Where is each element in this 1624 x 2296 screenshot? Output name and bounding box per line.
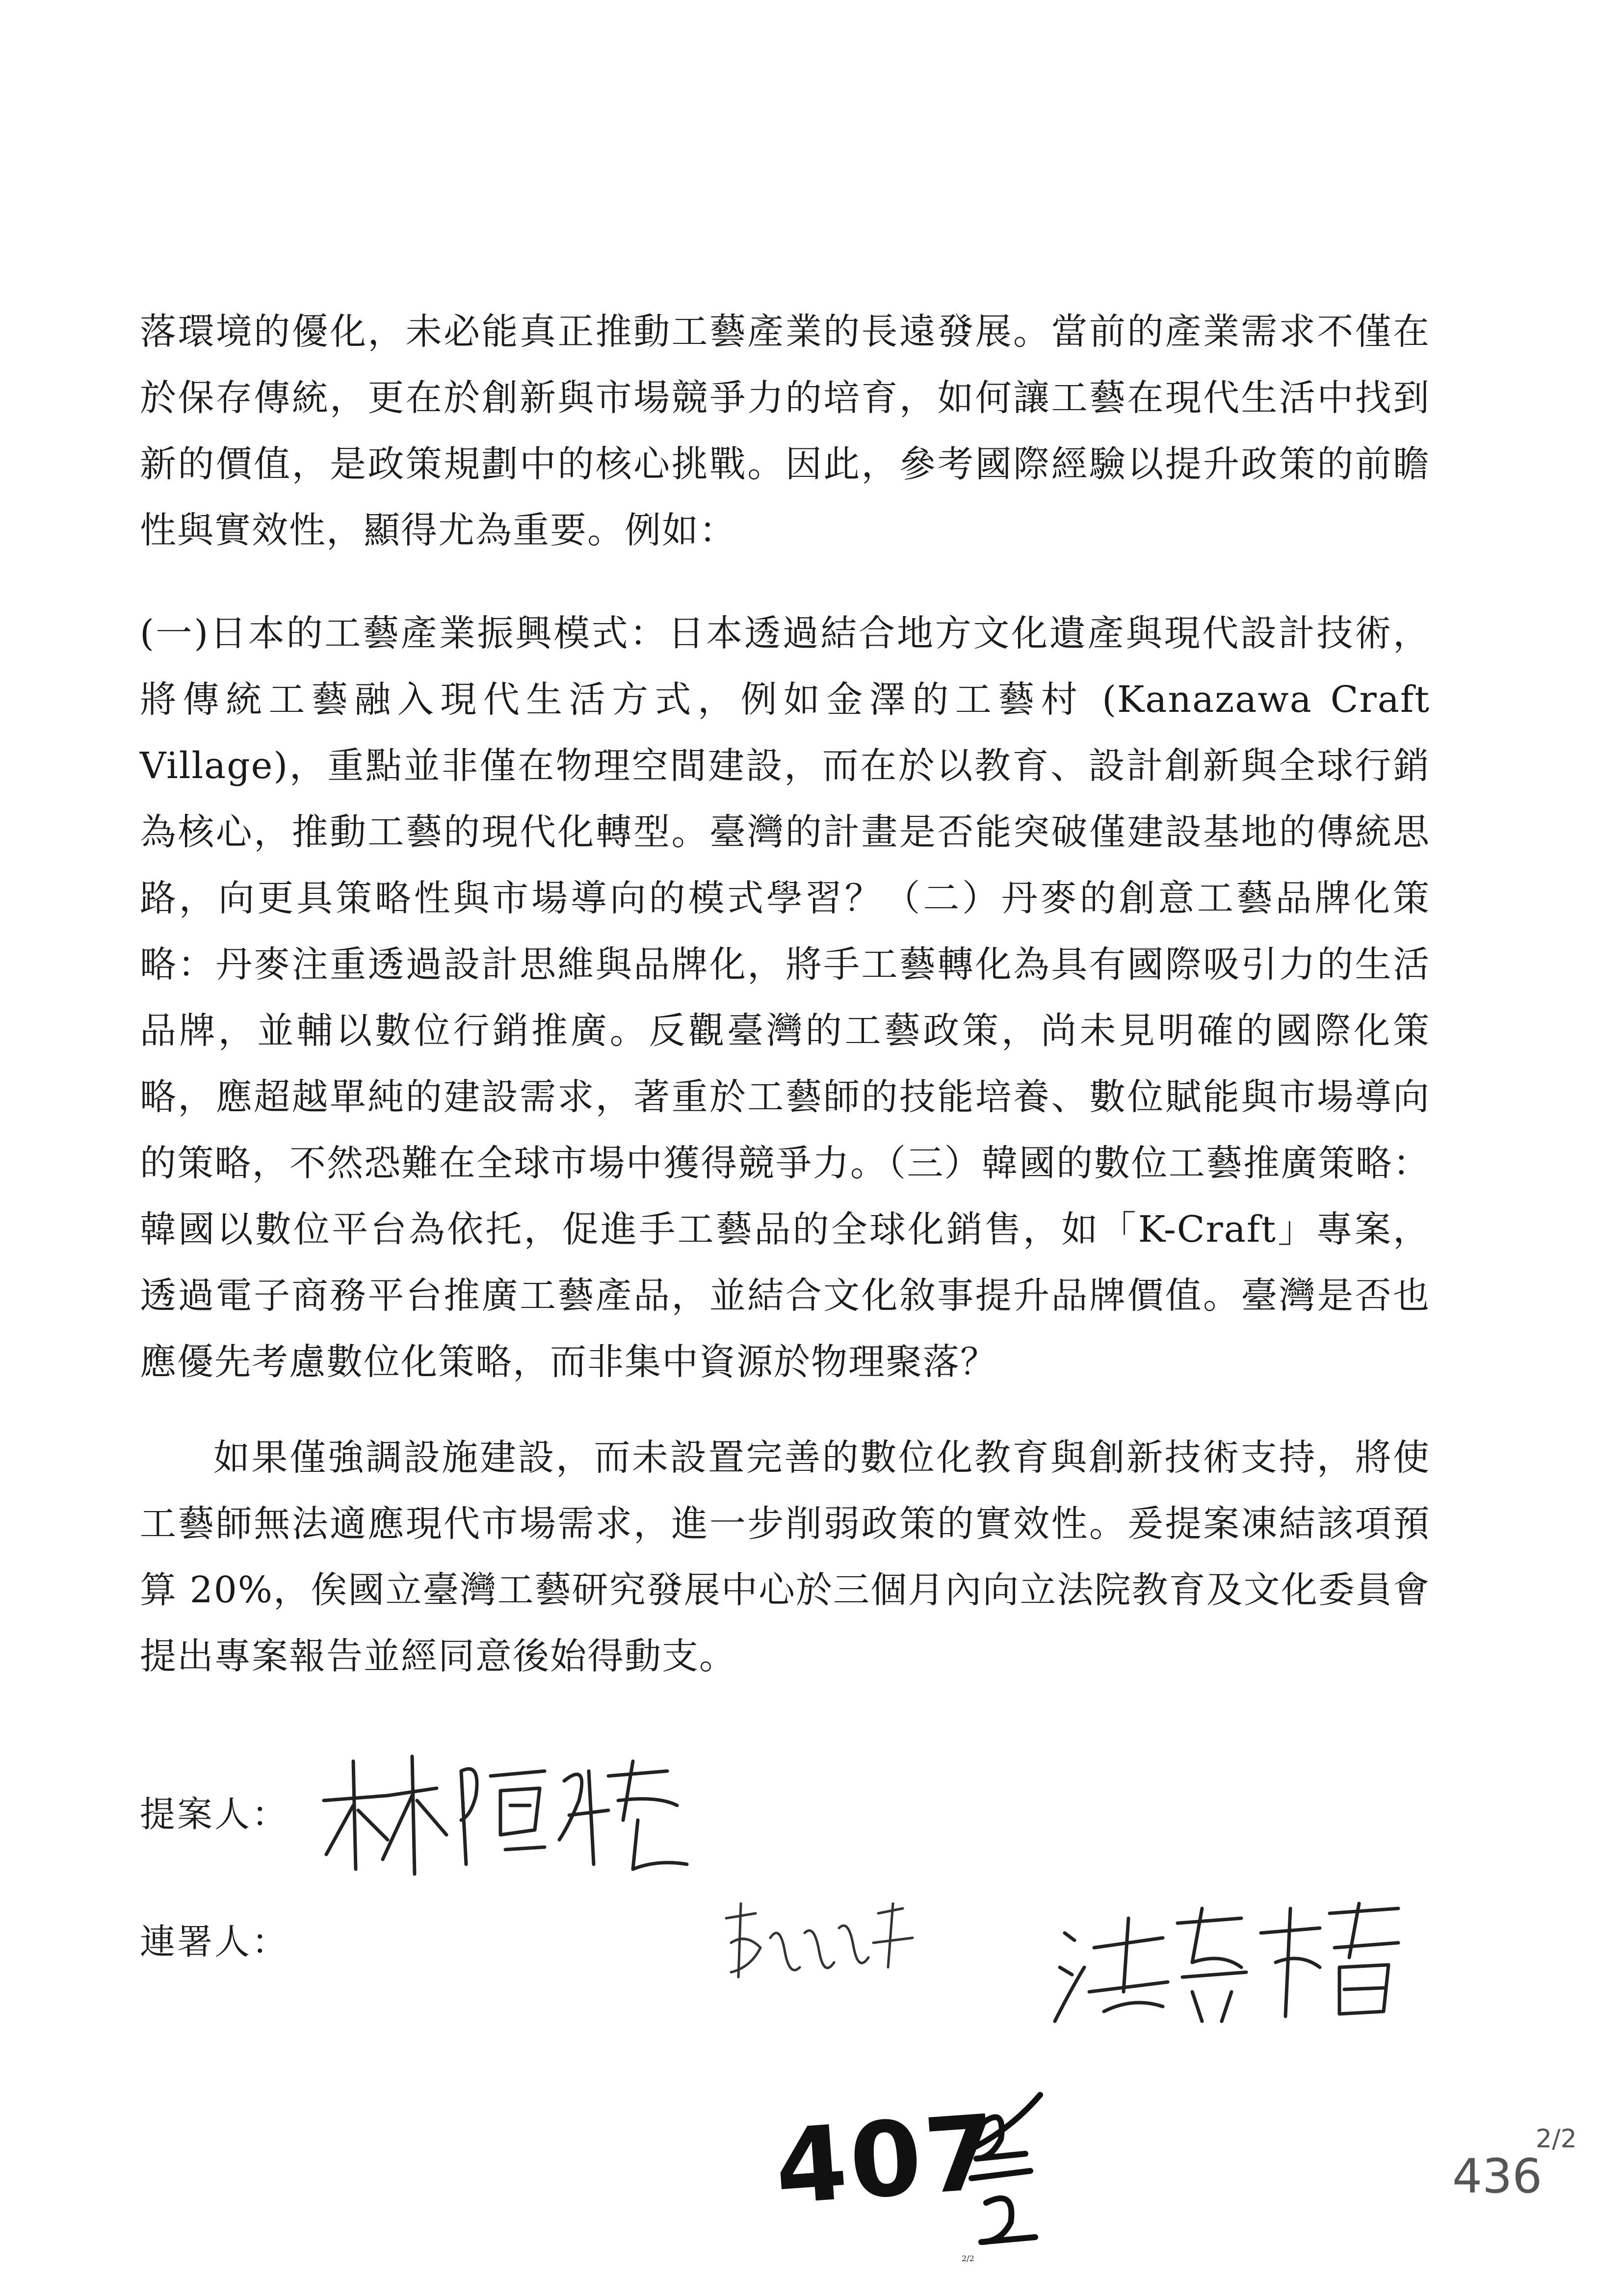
cosigner-signature-1 xyxy=(716,1894,932,1992)
signature-scribble-icon xyxy=(314,1742,716,1889)
handwritten-side-fraction: 2/2 xyxy=(1536,2124,1577,2154)
signature-scribble-icon xyxy=(716,1894,932,1992)
proposer-label: 提案人： xyxy=(140,1794,289,1835)
proposer-signature xyxy=(314,1742,716,1889)
cosigner-signature-2 xyxy=(1045,1894,1418,2041)
body-paragraph-3: 如果僅強調設施建設，而未設置完善的數位化教育與創新技術支持，將使工藝師無法適應現代市場需求，進一步削弱政策的實效性。爰提案凍結該項預算 20%，俟國立臺灣工藝研究發展中心於三個月內向立法院教育及文化委員會提出專案報告並經同意後始得動支。 xyxy=(140,1436,1430,1677)
body-paragraph-1: 落環境的優化，未必能真正推動工藝產業的長遠發展。當前的產業需求不僅在於保存傳統，更在於創新與市場競爭力的培育，如何讓工藝在現代生活中找到新的價值，是政策規劃中的核心挑戰。因此，參考國際經驗以提升政策的前瞻性與實效性，顯得尤為重要。例如： xyxy=(140,311,1430,551)
signature-scribble-icon xyxy=(1045,1894,1418,2041)
fraction-scribble-icon xyxy=(962,2085,1050,2252)
cosigner-label: 連署人： xyxy=(140,1921,289,1962)
handwritten-page-fraction-text: 2/2 xyxy=(962,2254,974,2263)
body-paragraph-2: (一)日本的工藝產業振興模式：日本透過結合地方文化遺產與現代設計技術，將傳統工藝融入現代生活方式，例如金澤的工藝村 (Kanazawa Craft Village)，重點並非僅在物理空間建設，而在於以教育、設計創新與全球行銷為核心，推動工藝的現代化轉型。臺灣的計畫是否能突破僅建設基地的傳統思路，向更具策略性與市場導向的模式學習？（二）丹麥的創意工藝品牌化策略：丹麥注重透過設計思維與品牌化，將手工藝轉化為具有國際吸引力的生活品牌，並輔以數位行銷推廣。反觀臺灣的工藝政策，尚未見明確的國際化策略，應超越單純的建設需求，著重於工藝師的技能培養、數位賦能與市場導向的策略，不然恐難在全球市場中獲得競爭力。（三）韓國的數位工藝推廣策略：韓國以數位平台為依托，促進手工藝品的全球化銷售，如「K-Craft」專案，透過電子商務平台推廣工藝產品，並結合文化敘事提升品牌價值。臺灣是否也應優先考慮數位化策略，而非集中資源於物理聚落？ xyxy=(140,612,1430,1383)
handwritten-page-fraction xyxy=(962,2085,1050,2263)
handwritten-page-number: 407 xyxy=(771,2092,1003,2228)
handwritten-side-number: 436 xyxy=(1452,2149,1543,2204)
